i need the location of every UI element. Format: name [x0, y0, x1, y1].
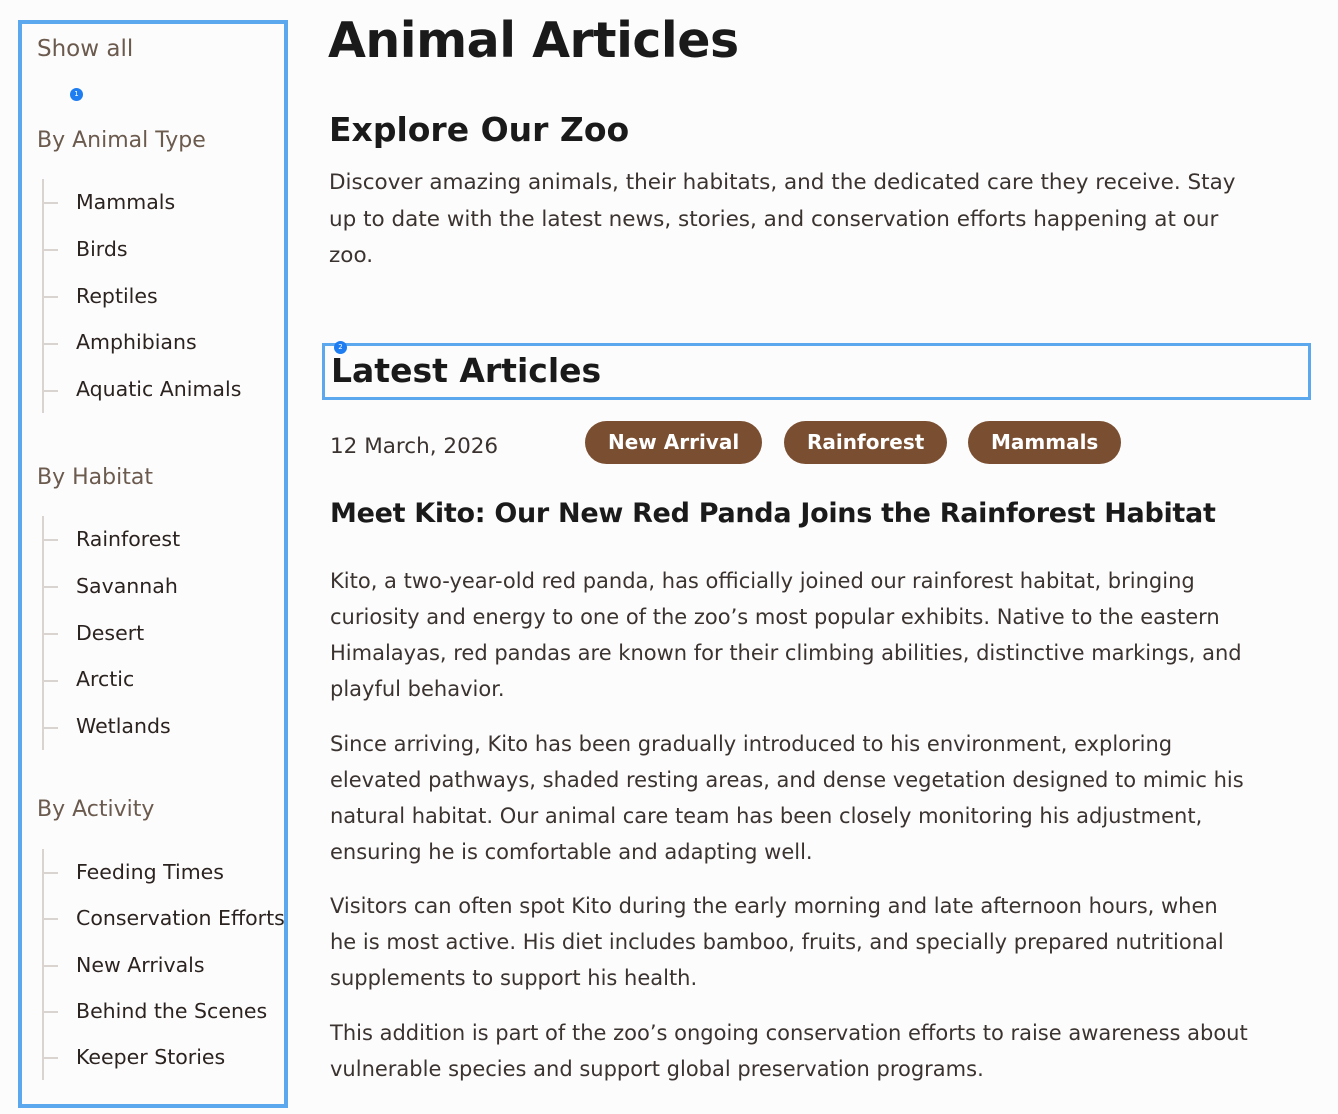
filter-item-behind-the-scenes[interactable]: Behind the Scenes [44, 988, 285, 1034]
filter-item-aquatic-animals[interactable]: Aquatic Animals [44, 366, 241, 413]
filter-item-birds[interactable]: Birds [44, 226, 241, 273]
show-all-link[interactable]: Show all [37, 36, 134, 62]
tag-rainforest[interactable]: Rainforest [784, 421, 947, 464]
annotation-marker-1: 1 [70, 88, 83, 101]
filter-sidebar [18, 20, 288, 1108]
article-paragraph: This addition is part of the zoo’s ongoing conservation efforts to raise awareness about vulnerable species and support global preservation programs. [330, 1020, 1248, 1081]
filter-item-rainforest[interactable]: Rainforest [44, 516, 180, 563]
article-title[interactable]: Meet Kito: Our New Red Panda Joins the Rainforest Habitat [330, 498, 1216, 529]
filter-item-arctic[interactable]: Arctic [44, 656, 180, 703]
latest-articles-heading-box [322, 343, 1311, 400]
article-body [330, 563, 1250, 1105]
filter-item-conservation-efforts[interactable]: Conservation Efforts [44, 895, 285, 941]
tag-new-arrival[interactable]: New Arrival [585, 421, 762, 464]
section-title: Explore Our Zoo [329, 110, 630, 149]
animal-type-list [42, 179, 241, 413]
filter-item-wetlands[interactable]: Wetlands [44, 703, 180, 750]
filter-item-reptiles[interactable]: Reptiles [44, 273, 241, 320]
activity-list [42, 849, 285, 1080]
article-paragraph: Since arriving, Kito has been gradually introduced to his environment, exploring elevated pathways, shaded resting areas, and dense vegetation designed to mimic his natural habitat. Our animal care team has been closely monitoring his adjustment, ensuring he is comfortable and adapting well. [330, 731, 1244, 864]
article-paragraph: Visitors can often spot Kito during the early morning and late afternoon hours, when he is most active. His diet includes bamboo, fruits, and specially prepared nutritional supplements to support his health. [330, 894, 1224, 990]
group-title-animal-type: By Animal Type [37, 128, 206, 153]
filter-item-new-arrivals[interactable]: New Arrivals [44, 942, 285, 988]
filter-item-keeper-stories[interactable]: Keeper Stories [44, 1034, 285, 1080]
filter-item-amphibians[interactable]: Amphibians [44, 319, 241, 366]
page-title: Animal Articles [328, 12, 739, 69]
filter-item-feeding-times[interactable]: Feeding Times [44, 849, 285, 895]
group-title-habitat: By Habitat [37, 465, 153, 490]
article-date: 12 March, 2026 [330, 434, 499, 459]
group-title-activity: By Activity [37, 797, 155, 822]
article-paragraph: Kito, a two-year-old red panda, has officially joined our rainforest habitat, bringing curiosity and energy to one of the zoo’s most popular exhibits. Native to the eastern Himalayas, red pandas are known for their climbing abilities, distinctive markings, and playful behavior. [330, 569, 1242, 701]
intro-text: Discover amazing animals, their habitats, and the dedicated care they receive. Stay up to date with the latest news, stories, and conservation efforts happening at our zoo. [329, 170, 1236, 268]
tag-mammals[interactable]: Mammals [968, 421, 1121, 464]
filter-item-savannah[interactable]: Savannah [44, 563, 180, 610]
latest-articles-title: Latest Articles [331, 351, 602, 390]
annotation-marker-2: 2 [334, 341, 347, 354]
filter-item-mammals[interactable]: Mammals [44, 179, 241, 226]
filter-item-desert[interactable]: Desert [44, 610, 180, 657]
habitat-list [42, 516, 180, 750]
